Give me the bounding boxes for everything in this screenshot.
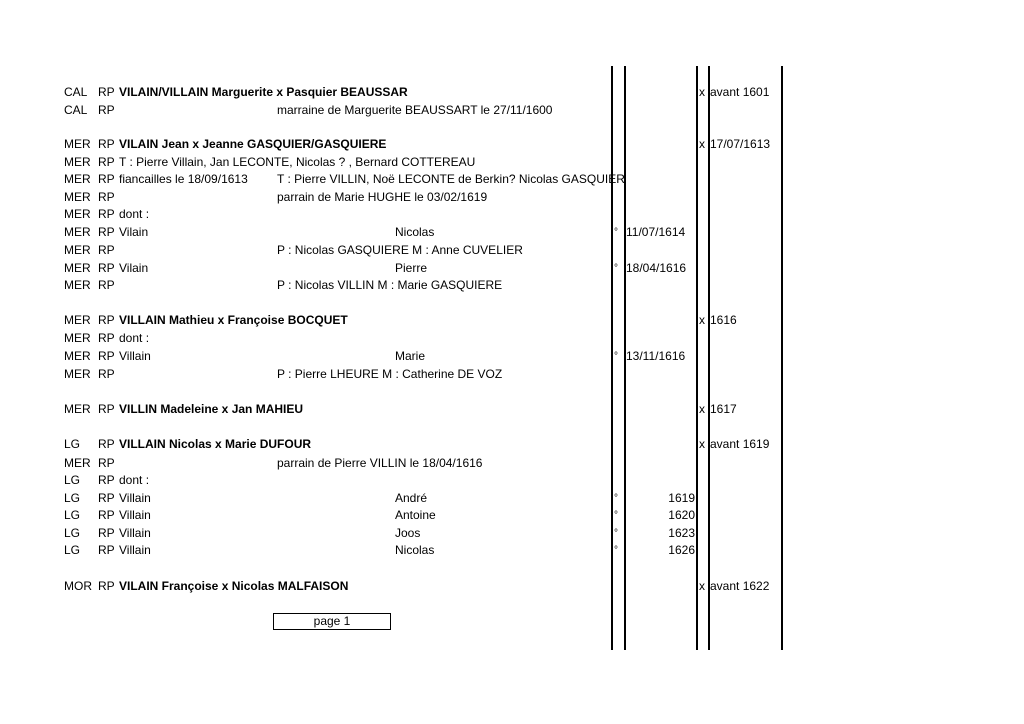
entry-text: Vilain xyxy=(119,225,149,239)
given-name: André xyxy=(395,491,428,505)
baptism-year: 1623 xyxy=(668,526,695,540)
register-code: RP xyxy=(98,278,115,292)
entry-text: VILAIN Françoise x Nicolas MALFAISON xyxy=(119,579,349,593)
detail-text: T : Pierre VILLIN, Noë LECONTE de Berkin? Nicolas GASQUIER xyxy=(277,172,625,186)
detail-text: P : Pierre LHEURE M : Catherine DE VOZ xyxy=(277,367,503,381)
register-code: RP xyxy=(98,367,115,381)
baptism-mark: ° xyxy=(614,351,618,362)
register-code: RP xyxy=(98,456,115,470)
baptism-mark: ° xyxy=(614,545,618,556)
register-code: RP xyxy=(98,331,115,345)
register-code: RP xyxy=(98,243,115,257)
table-row xyxy=(0,136,1024,153)
region-code: MER xyxy=(64,207,91,221)
table-row xyxy=(0,171,1024,188)
entry-text: Villain xyxy=(119,526,151,540)
register-code: RP xyxy=(98,526,115,540)
baptism-year: 1619 xyxy=(668,491,695,505)
baptism-year: 1620 xyxy=(668,508,695,522)
given-name: Antoine xyxy=(395,508,436,522)
table-row xyxy=(0,366,1024,383)
region-code: MER xyxy=(64,261,91,275)
detail-text: P : Nicolas GASQUIERE M : Anne CUVELIER xyxy=(277,243,523,257)
page-number-box xyxy=(273,613,391,630)
table-row xyxy=(0,189,1024,206)
marriage-mark: x xyxy=(699,137,705,151)
entry-text: dont : xyxy=(119,473,150,487)
table-row xyxy=(0,277,1024,294)
baptism-mark: ° xyxy=(614,510,618,521)
entry-text: VILLAIN Nicolas x Marie DUFOUR xyxy=(119,437,312,451)
marriage-mark: x xyxy=(699,313,705,327)
table-row xyxy=(0,578,1024,595)
region-code: LG xyxy=(64,437,81,451)
detail-text: parrain de Pierre VILLIN le 18/04/1616 xyxy=(277,456,483,470)
table-row xyxy=(0,102,1024,119)
entry-text: T : Pierre Villain, Jan LECONTE, Nicolas ? , Bernard COTTEREAU xyxy=(119,155,476,169)
entry-text: fiancailles le 18/09/1613 xyxy=(119,172,248,186)
register-code: RP xyxy=(98,85,115,99)
marriage-mark: x xyxy=(699,402,705,416)
entry-text: VILLAIN Mathieu x Françoise BOCQUET xyxy=(119,313,348,327)
region-code: MER xyxy=(64,155,91,169)
region-code: MER xyxy=(64,243,91,257)
region-code: LG xyxy=(64,491,81,505)
baptism-date: 18/04/1616 xyxy=(626,261,687,275)
table-row xyxy=(0,224,1024,241)
register-code: RP xyxy=(98,207,115,221)
table-row xyxy=(0,525,1024,542)
entry-text: Villain xyxy=(119,349,151,363)
register-code: RP xyxy=(98,349,115,363)
table-row xyxy=(0,242,1024,259)
marriage-date: avant 1622 xyxy=(710,579,770,593)
baptism-mark: ° xyxy=(614,528,618,539)
marriage-date: avant 1619 xyxy=(710,437,770,451)
region-code: CAL xyxy=(64,85,88,99)
given-name: Joos xyxy=(395,526,421,540)
register-code: RP xyxy=(98,491,115,505)
given-name: Nicolas xyxy=(395,543,435,557)
marriage-mark: x xyxy=(699,437,705,451)
table-row xyxy=(0,507,1024,524)
marriage-date: avant 1601 xyxy=(710,85,770,99)
register-code: RP xyxy=(98,402,115,416)
marriage-date: 1616 xyxy=(710,313,737,327)
marriage-mark: x xyxy=(699,85,705,99)
register-code: RP xyxy=(98,579,115,593)
region-code: MOR xyxy=(64,579,92,593)
register-code: RP xyxy=(98,437,115,451)
entry-text: VILLIN Madeleine x Jan MAHIEU xyxy=(119,402,304,416)
register-code: RP xyxy=(98,190,115,204)
region-code: LG xyxy=(64,526,81,540)
entry-text: Villain xyxy=(119,491,151,505)
given-name: Nicolas xyxy=(395,225,435,239)
table-row xyxy=(0,84,1024,101)
region-code: MER xyxy=(64,172,91,186)
region-code: MER xyxy=(64,313,91,327)
table-row xyxy=(0,260,1024,277)
table-row xyxy=(0,206,1024,223)
register-code: RP xyxy=(98,261,115,275)
register-code: RP xyxy=(98,172,115,186)
register-code: RP xyxy=(98,225,115,239)
table-row xyxy=(0,154,1024,171)
given-name: Pierre xyxy=(395,261,428,275)
detail-text: P : Nicolas VILLIN M : Marie GASQUIERE xyxy=(277,278,503,292)
table-row xyxy=(0,330,1024,347)
entry-text: Villain xyxy=(119,543,151,557)
region-code: LG xyxy=(64,473,81,487)
entry-text: Vilain xyxy=(119,261,149,275)
baptism-mark: ° xyxy=(614,227,618,238)
region-code: MER xyxy=(64,225,91,239)
table-row xyxy=(0,542,1024,559)
page-number: page 1 xyxy=(313,614,351,628)
baptism-date: 11/07/1614 xyxy=(626,225,686,239)
table-row xyxy=(0,490,1024,507)
marriage-date: 1617 xyxy=(710,402,737,416)
register-code: RP xyxy=(98,137,115,151)
register-code: RP xyxy=(98,473,115,487)
register-code: RP xyxy=(98,508,115,522)
entry-text: dont : xyxy=(119,331,150,345)
region-code: MER xyxy=(64,456,91,470)
register-code: RP xyxy=(98,543,115,557)
detail-text: marraine de Marguerite BEAUSSART le 27/11/1600 xyxy=(277,103,553,117)
baptism-mark: ° xyxy=(614,263,618,274)
entry-text: VILAIN Jean x Jeanne GASQUIER/GASQUIERE xyxy=(119,137,387,151)
marriage-mark: x xyxy=(699,579,705,593)
region-code: LG xyxy=(64,543,81,557)
entry-text: dont : xyxy=(119,207,150,221)
region-code: MER xyxy=(64,331,91,345)
entry-text: Villain xyxy=(119,508,151,522)
region-code: MER xyxy=(64,278,91,292)
baptism-year: 1626 xyxy=(668,543,695,557)
given-name: Marie xyxy=(395,349,426,363)
region-code: MER xyxy=(64,402,91,416)
region-code: MER xyxy=(64,190,91,204)
baptism-date: 13/11/1616 xyxy=(626,349,686,363)
region-code: MER xyxy=(64,349,91,363)
table-row xyxy=(0,348,1024,365)
register-code: RP xyxy=(98,103,115,117)
region-code: MER xyxy=(64,367,91,381)
register-code: RP xyxy=(98,313,115,327)
table-row xyxy=(0,472,1024,489)
table-row xyxy=(0,312,1024,329)
table-row xyxy=(0,401,1024,418)
baptism-mark: ° xyxy=(614,493,618,504)
table-row xyxy=(0,455,1024,472)
detail-text: parrain de Marie HUGHE le 03/02/1619 xyxy=(277,190,488,204)
table-row xyxy=(0,436,1024,453)
entry-text: VILAIN/VILLAIN Marguerite x Pasquier BEAUSSAR xyxy=(119,85,408,99)
region-code: LG xyxy=(64,508,81,522)
region-code: MER xyxy=(64,137,91,151)
marriage-date: 17/07/1613 xyxy=(710,137,771,151)
region-code: CAL xyxy=(64,103,88,117)
register-code: RP xyxy=(98,155,115,169)
